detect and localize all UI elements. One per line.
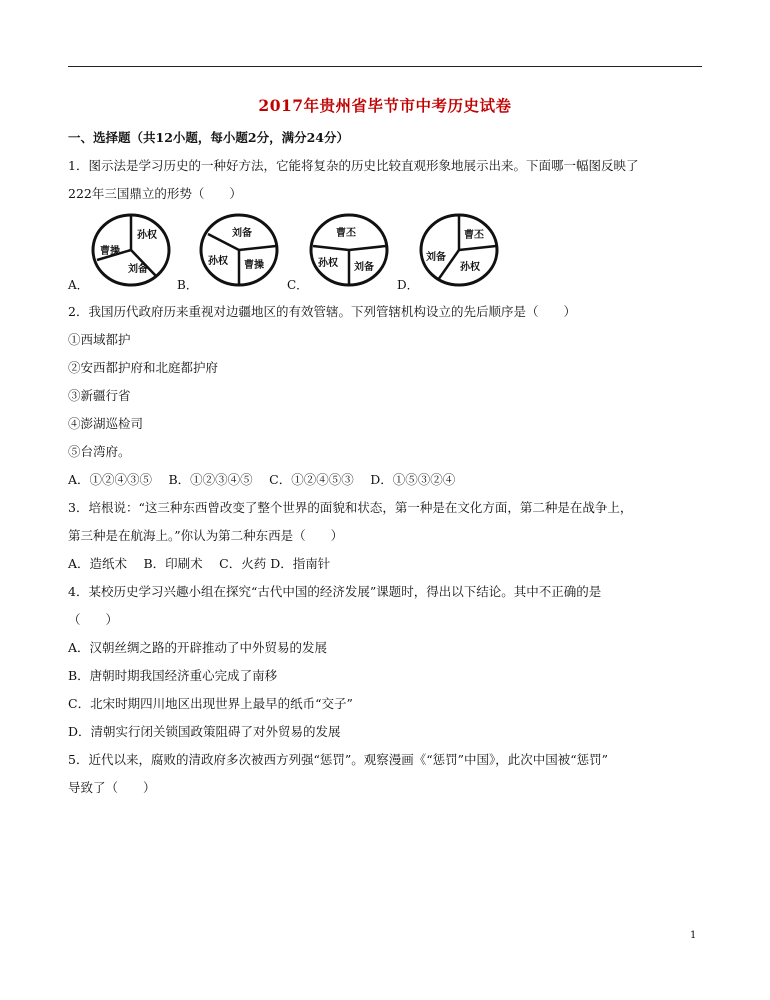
pie-label: 刘备 <box>354 262 374 273</box>
pie-label: 孙权 <box>208 256 228 267</box>
page-title: 2017年贵州省毕节市中考历史试卷 <box>258 96 512 115</box>
q2-choices: A．①②④③⑤ B．①②③④⑤ C．①②④⑤③ D．①⑤③②④ <box>68 472 456 487</box>
pie-label: 刘备 <box>128 264 148 275</box>
pie-label: 曹丕 <box>464 230 484 241</box>
q5-stem-line2: 导致了（ ） <box>68 780 156 795</box>
q4-stem-line2: （ ） <box>68 612 119 627</box>
q4-option: D．清朝实行闭关锁国政策阻碍了对外贸易的发展 <box>68 724 341 739</box>
pie-label: 曹丕 <box>336 228 356 239</box>
q2-item: ④澎湖巡检司 <box>68 416 144 431</box>
q2-item: ①西域都护 <box>68 332 131 347</box>
pie-label: 孙权 <box>137 230 157 241</box>
q1-option-c-label: C． <box>287 278 309 292</box>
q3-stem-line1: 3．培根说：“这三种东西曾改变了整个世界的面貌和状态，第一种是在文化方面，第二种是在战争上， <box>68 500 633 515</box>
q1-option-a-label: A． <box>68 278 89 292</box>
q4-option: A．汉朝丝绸之路的开辟推动了中外贸易的发展 <box>68 640 328 655</box>
q1-option-b-pie-chart <box>198 212 280 288</box>
q3-choices: A．造纸术 B．印刷术 C．火药 D．指南针 <box>68 556 331 571</box>
pie-label: 孙权 <box>460 262 480 273</box>
q1-option-b-label: B． <box>177 278 198 292</box>
q2-item: ③新疆行省 <box>68 388 131 403</box>
q2-item: ②安西都护府和北庭都护府 <box>68 360 219 375</box>
q1-stem-line2: 222年三国鼎立的形势（ ） <box>68 186 242 201</box>
q1-option-d-pie-chart <box>418 212 500 288</box>
q1-option-a-pie-chart <box>90 212 172 288</box>
q2-stem: 2．我国历代政府历来重视对边疆地区的有效管辖。下列管辖机构设立的先后顺序是（ ） <box>68 304 576 319</box>
section-heading: 一、选择题（共12小题，每小题2分，满分24分） <box>68 130 349 145</box>
pie-label: 曹操 <box>244 260 264 271</box>
pie-label: 曹操 <box>100 246 120 257</box>
q1-stem-line1: 1．图示法是学习历史的一种好方法，它能将复杂的历史比较直观形象地展示出来。下面哪一幅图反映了 <box>68 158 639 173</box>
q5-stem-line1: 5．近代以来，腐败的清政府多次被西方列强“惩罚”。观察漫画《“惩罚”中国》，此次中国被“惩罚” <box>68 752 609 767</box>
pie-label: 刘备 <box>232 228 252 239</box>
q1-option-c-pie-chart <box>308 212 390 288</box>
q4-option: B．唐朝时期我国经济重心完成了南移 <box>68 668 278 683</box>
pie-label: 孙权 <box>318 258 338 269</box>
q3-stem-line2: 第三种是在航海上。”你认为第二种东西是（ ） <box>68 528 344 543</box>
header-rule <box>68 66 702 67</box>
q4-stem-line1: 4．某校历史学习兴趣小组在探究“古代中国的经济发展”课题时，得出以下结论。其中不正确的是 <box>68 584 602 599</box>
q2-item: ⑤台湾府。 <box>68 444 131 459</box>
q4-option: C．北宋时期四川地区出现世界上最早的纸币“交子” <box>68 696 353 711</box>
page-number: 1 <box>690 930 697 941</box>
q1-option-d-label: D． <box>397 278 419 292</box>
pie-label: 刘备 <box>426 252 446 263</box>
